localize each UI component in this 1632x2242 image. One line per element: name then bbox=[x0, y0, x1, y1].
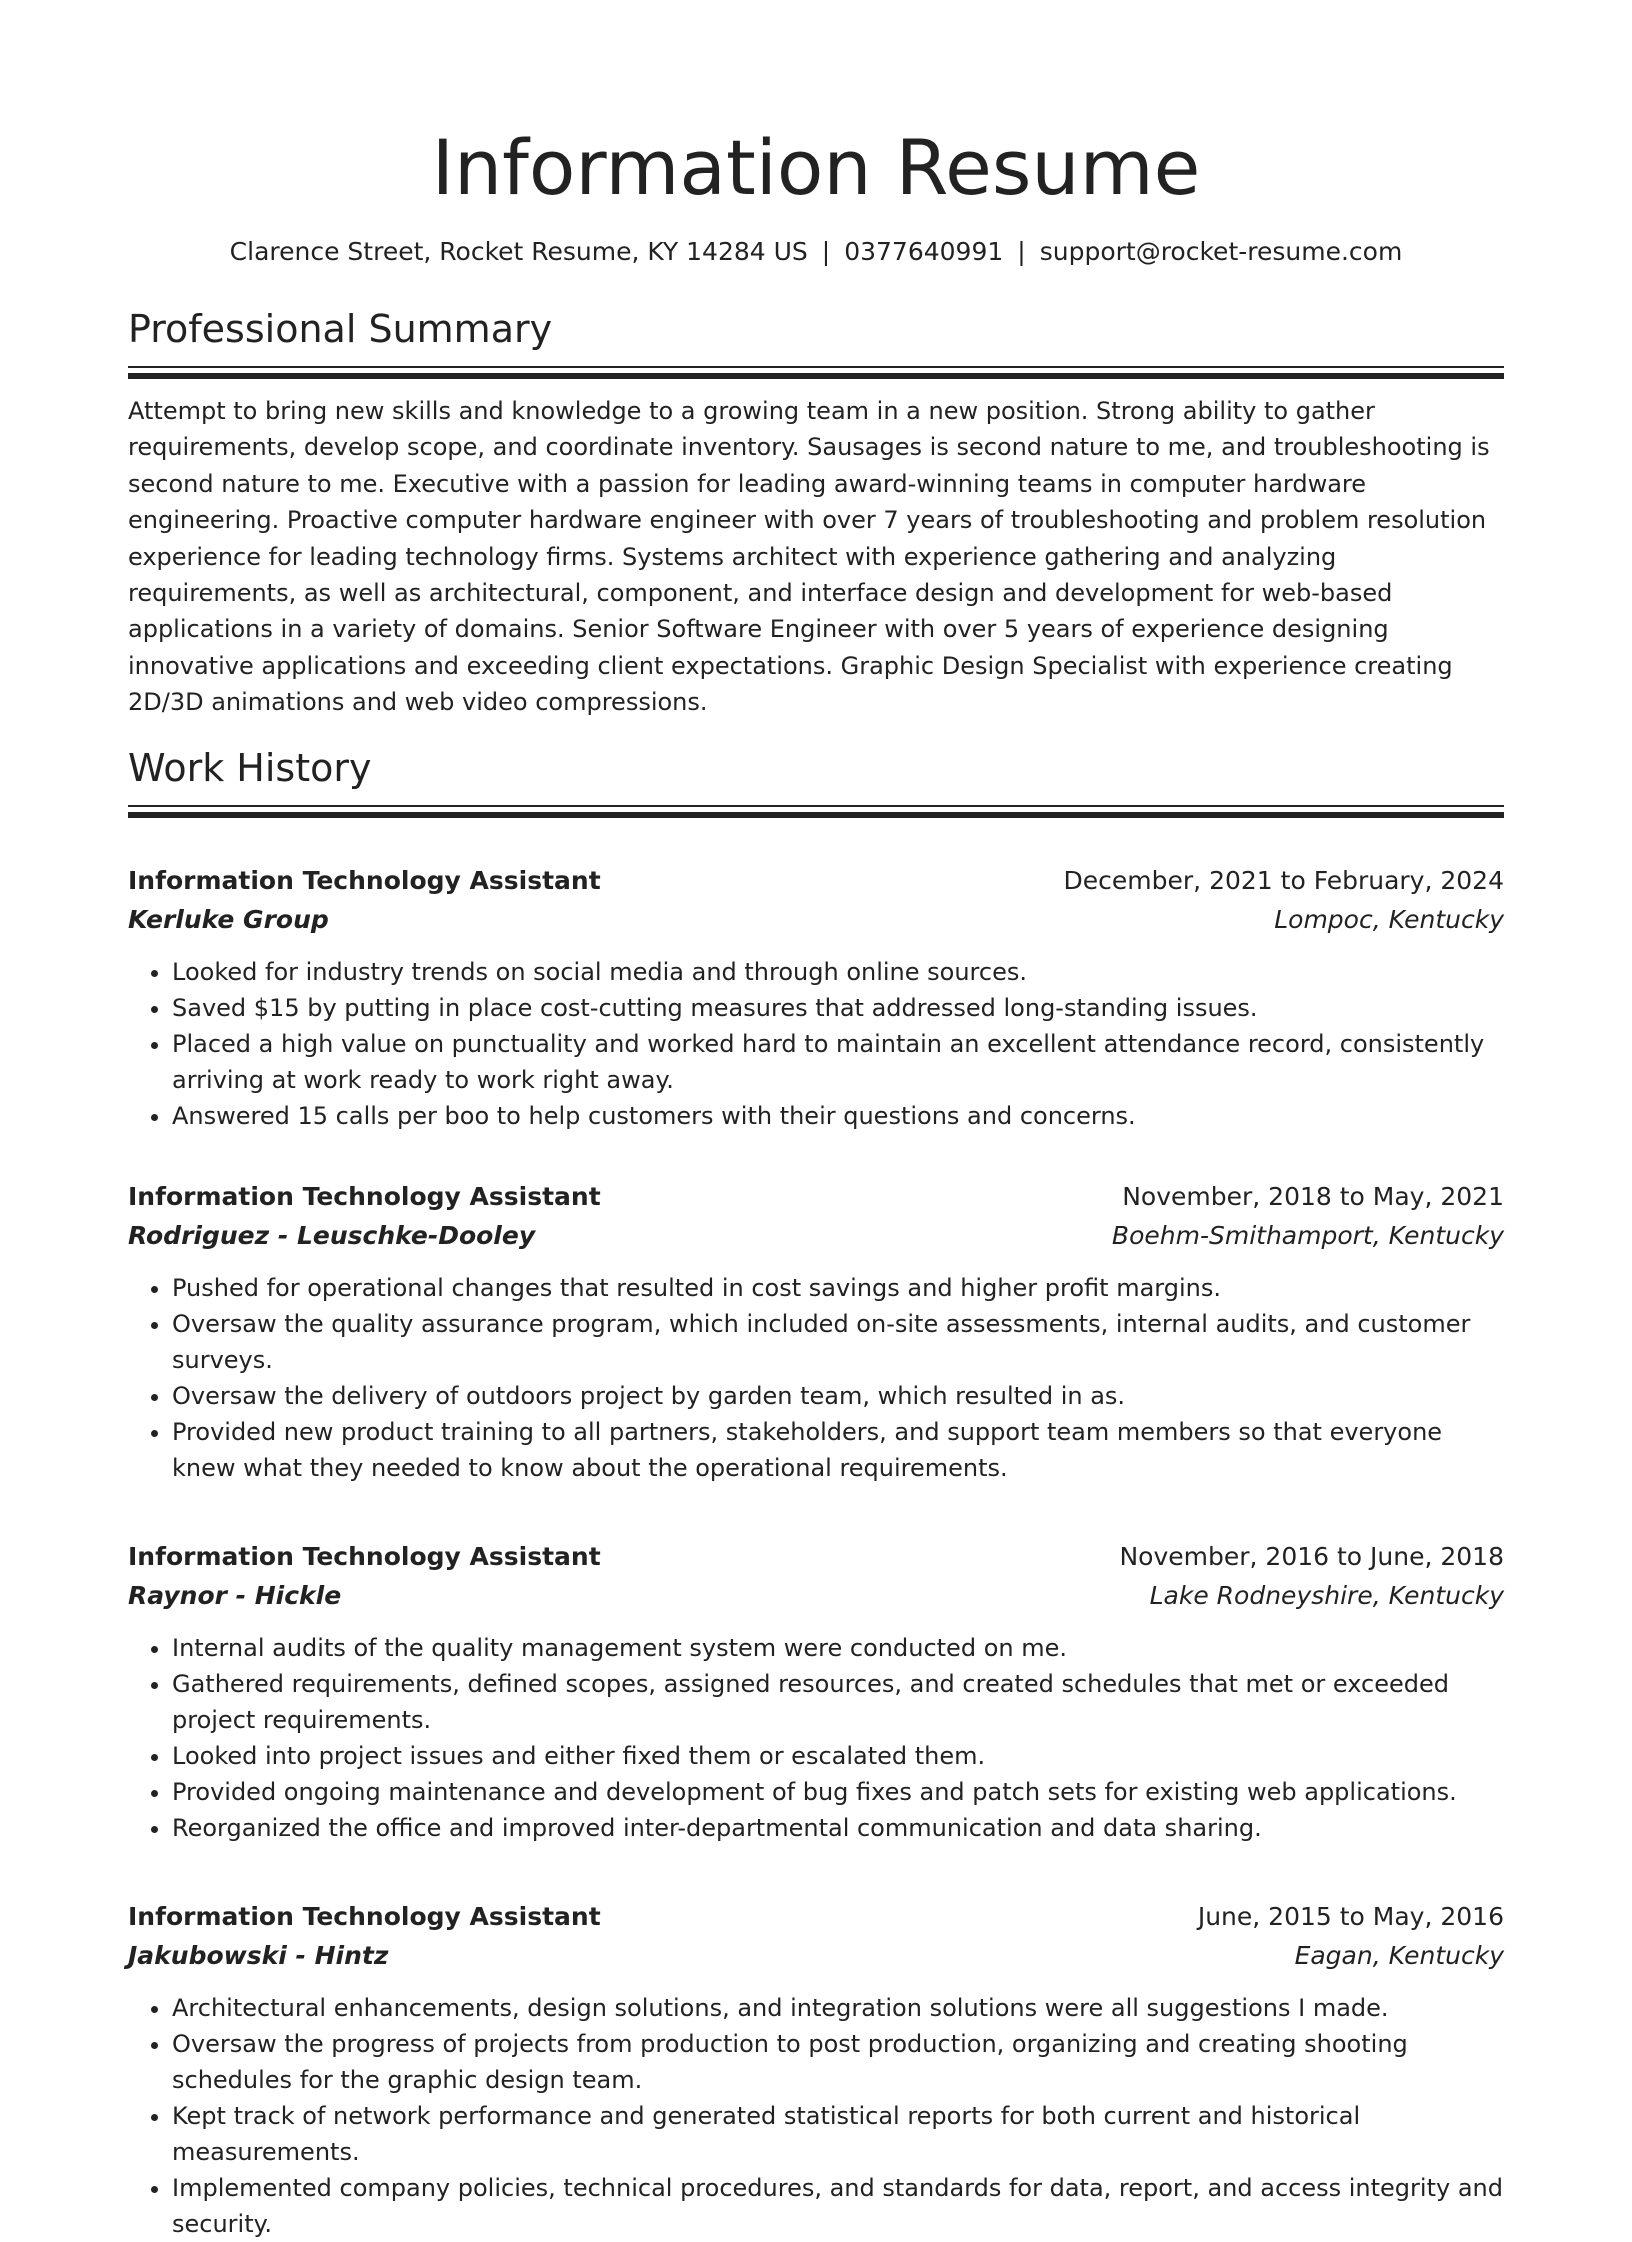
job-company: Rodriguez - Leuschke-Dooley bbox=[128, 1220, 536, 1250]
job-title: Information Technology Assistant bbox=[128, 1901, 601, 1931]
job-entry bbox=[128, 862, 1504, 1134]
job-entry bbox=[128, 1898, 1504, 2242]
resume-name: Information Resume bbox=[431, 123, 1201, 212]
job-title: Information Technology Assistant bbox=[128, 1181, 601, 1211]
job-location: Lompoc, Kentucky bbox=[1274, 904, 1504, 934]
job-bullet: • Architectural enhancements, design solutions, and integration solutions were all suggestions I made. bbox=[172, 1990, 1504, 2026]
job-bullet: • Provided new product training to all partners, stakeholders, and support team members so that everyone knew what they needed to know about the operational requirements. bbox=[172, 1414, 1504, 1486]
job-location: Eagan, Kentucky bbox=[1294, 1940, 1504, 1970]
work-section bbox=[128, 745, 1504, 2242]
job-company: Jakubowski - Hintz bbox=[128, 1940, 389, 1970]
job-dates: June, 2015 to May, 2016 bbox=[1197, 1901, 1504, 1931]
work-heading: Work History bbox=[128, 745, 372, 790]
job-bullet: • Provided ongoing maintenance and development of bug fixes and patch sets for existing web applications. bbox=[172, 1774, 1504, 1810]
job-company-row bbox=[128, 1576, 1504, 1616]
job-dates: November, 2018 to May, 2021 bbox=[1122, 1181, 1504, 1211]
job-title: Information Technology Assistant bbox=[128, 1541, 601, 1571]
job-company-row bbox=[128, 1936, 1504, 1976]
contact-email: support@rocket-resume.com bbox=[1039, 237, 1403, 266]
job-bullet: • Implemented company policies, technical procedures, and standards for data, report, and access integrity and security. bbox=[172, 2170, 1504, 2242]
job-company: Raynor - Hickle bbox=[128, 1580, 342, 1610]
summary-heading: Professional Summary bbox=[128, 307, 553, 351]
job-location: Lake Rodneyshire, Kentucky bbox=[1149, 1580, 1504, 1610]
job-bullet-list bbox=[128, 1630, 1504, 1846]
job-bullet-list bbox=[128, 1990, 1504, 2242]
job-bullet: • Pushed for operational changes that resulted in cost savings and higher profit margins. bbox=[172, 1270, 1504, 1306]
job-entry bbox=[128, 1178, 1504, 1486]
section-rule-thick bbox=[128, 373, 1504, 379]
contact-line bbox=[128, 236, 1504, 268]
job-title-row bbox=[128, 1898, 1504, 1936]
job-bullet: • Gathered requirements, defined scopes, assigned resources, and created schedules that met or exceeded project requirements. bbox=[172, 1666, 1504, 1738]
job-bullet: • Oversaw the quality assurance program, which included on-site assessments, internal audits, and customer surveys. bbox=[172, 1306, 1504, 1378]
section-rule-thick bbox=[128, 812, 1504, 818]
job-dates: December, 2021 to February, 2024 bbox=[1063, 865, 1504, 895]
contact-phone: 0377640991 bbox=[844, 237, 1004, 266]
job-bullet: • Internal audits of the quality management system were conducted on me. bbox=[172, 1630, 1504, 1666]
job-bullet-list bbox=[128, 954, 1504, 1134]
job-location: Boehm-Smithamport, Kentucky bbox=[1111, 1220, 1504, 1250]
job-bullet-list bbox=[128, 1270, 1504, 1486]
contact-separator: | bbox=[821, 237, 831, 266]
section-rule-thin bbox=[128, 366, 1504, 368]
job-bullet: • Oversaw the delivery of outdoors project by garden team, which resulted in as. bbox=[172, 1378, 1504, 1414]
job-bullet: • Answered 15 calls per boo to help customers with their questions and concerns. bbox=[172, 1098, 1504, 1134]
job-bullet: • Kept track of network performance and generated statistical reports for both current and historical measurements. bbox=[172, 2098, 1504, 2170]
job-bullet: • Reorganized the office and improved inter-departmental communication and data sharing. bbox=[172, 1810, 1504, 1846]
summary-section bbox=[128, 306, 1504, 721]
job-entry bbox=[128, 1538, 1504, 1846]
contact-separator: | bbox=[1017, 237, 1026, 266]
job-bullet: • Saved $15 by putting in place cost-cutting measures that addressed long-standing issues. bbox=[172, 990, 1504, 1026]
job-dates: November, 2016 to June, 2018 bbox=[1119, 1541, 1504, 1571]
job-title: Information Technology Assistant bbox=[128, 865, 601, 895]
job-bullet: • Placed a high value on punctuality and worked hard to maintain an excellent attendance record, consistently arriving at work ready to work right away. bbox=[172, 1026, 1504, 1098]
job-company-row bbox=[128, 1216, 1504, 1256]
job-list bbox=[128, 862, 1504, 2242]
section-rule-thin bbox=[128, 805, 1504, 807]
contact-address: Clarence Street, Rocket Resume, KY 14284 US bbox=[229, 237, 808, 266]
job-title-row bbox=[128, 862, 1504, 900]
job-bullet: • Looked into project issues and either fixed them or escalated them. bbox=[172, 1738, 1504, 1774]
job-company: Kerluke Group bbox=[128, 904, 329, 934]
job-bullet: • Looked for industry trends on social media and through online sources. bbox=[172, 954, 1504, 990]
job-bullet: • Oversaw the progress of projects from production to post production, organizing and creating shooting schedules for the graphic design team. bbox=[172, 2026, 1504, 2098]
job-company-row bbox=[128, 900, 1504, 940]
job-title-row bbox=[128, 1178, 1504, 1216]
summary-text: Attempt to bring new skills and knowledge to a growing team in a new position. Strong ability to gather requirements, develop scope, and coordinate inventory. Sausages is second nature to me, and troubleshooting is second nature to me. Executive with a passion for leading award-winning teams in computer hardware engineering. Proactive computer hardware engineer with over 7 years of troubleshooting and problem resolution experience for leading technology firms. Systems architect with experience gathering and analyzing requirements, as well as architectural, component, and interface design and development for web-based applications in a variety of domains. Senior Software Engineer with over 5 years of experience designing innovative applications and exceeding client expectations. Graphic Design Specialist with experience creating 2D/3D animations and web video compressions. bbox=[128, 397, 1490, 717]
job-title-row bbox=[128, 1538, 1504, 1576]
